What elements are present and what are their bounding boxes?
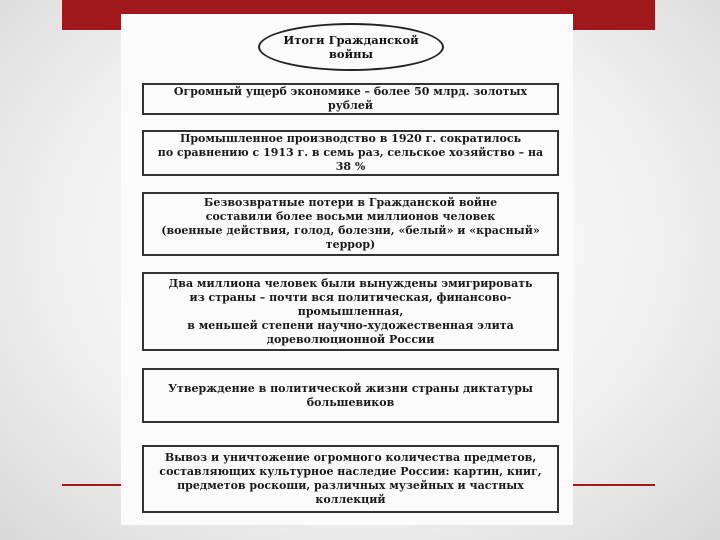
footer-rule-right: [573, 484, 655, 486]
result-box-production-decline: Промышленное производство в 1920 г. сократилось по сравнению с 1913 г. в семь раз, сельское хозяйство – на 38 %: [142, 130, 559, 176]
footer-rule-left: [62, 484, 122, 486]
result-box-cultural-losses: Вывоз и уничтожение огромного количества предметов, составляющих культурное наследие России: картин, книг, предметов роскоши, различных музейных и частных коллекций: [142, 445, 559, 513]
result-box-human-losses: Безвозвратные потери в Гражданской войне составили более восьми миллионов человек (военные действия, голод, болезни, «белый» и «красный» террор): [142, 192, 559, 256]
result-box-economic-damage: Огромный ущерб экономике – более 50 млрд. золотых рублей: [142, 83, 559, 115]
diagram-title-oval: [258, 23, 444, 71]
result-box-emigration: Два миллиона человек были вынуждены эмигрировать из страны – почти вся политическая, финансово-промышленная, в меньшей степени научно-художественная элита дореволюционной России: [142, 272, 559, 351]
result-box-bolshevik-dictatorship: Утверждение в политической жизни страны диктатуры большевиков: [142, 368, 559, 423]
diagram-title: Итоги Гражданской войны: [283, 33, 419, 61]
